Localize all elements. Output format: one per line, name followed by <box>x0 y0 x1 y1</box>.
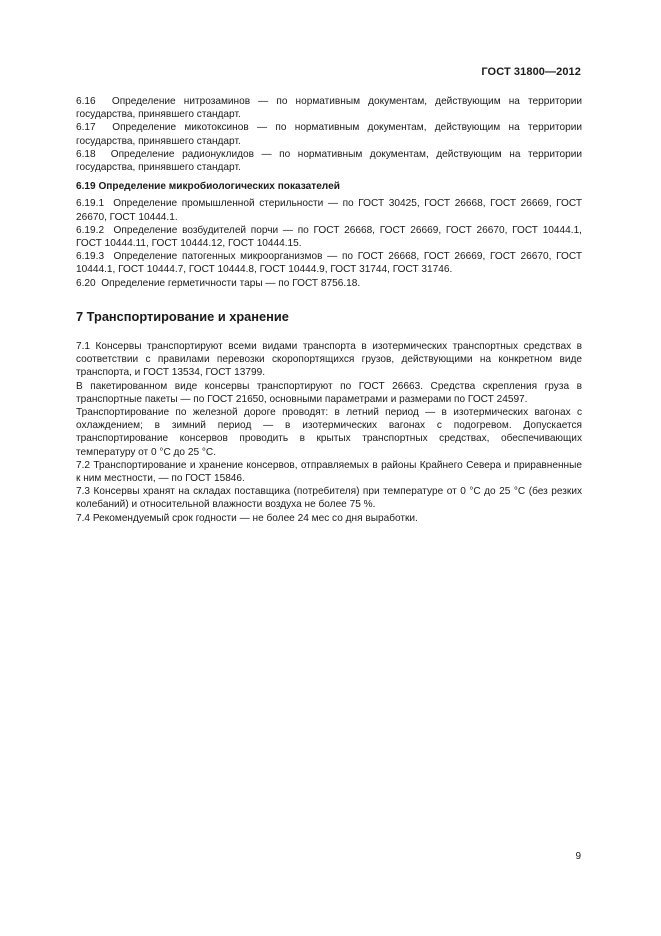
paragraph-6-20 <box>76 277 582 290</box>
paragraph-6-18 <box>76 148 582 174</box>
paragraph-6-16 <box>76 95 582 121</box>
paragraph-text: Определение промышленной стерильности — по ГОСТ 30425, ГОСТ 26668, ГОСТ 26669, ГОСТ 26670, ГОСТ 10444.1. <box>76 198 582 223</box>
paragraph-7-4: 7.4 Рекомендуемый срок годности — не более 24 мес со дня выработки. <box>76 512 418 524</box>
section-7-title: 7 Транспортирование и хранение <box>76 308 289 324</box>
paragraph-7-1-railway: Транспортирование по железной дороге проводят: в летний период — в изотермических вагонах с охлаждением; в зимний период — в изотермических вагонах с подогревом. Допускается транспортирование консервов проводить в крытых транспортных средствах, обеспечивающих температуру от 0 °С до 25 °С. <box>76 407 582 458</box>
subsection-heading-6-19: 6.19 Определение микробиологических показателей <box>76 181 340 193</box>
paragraph-number: 6.20 <box>76 277 96 289</box>
paragraph-group-top <box>76 95 582 174</box>
paragraph-number: 6.19.2 <box>76 224 105 236</box>
subsection-6-19-items <box>76 197 582 289</box>
paragraph-number: 6.18 <box>76 148 96 160</box>
paragraph-number: 6.19.1 <box>76 198 105 210</box>
paragraph-text: Определение микотоксинов — по нормативным документам, действующим на территории государства, принявшего стандарт. <box>76 122 583 147</box>
paragraph-text: Определение радионуклидов — по нормативным документам, действующим на территории государства, принявшего стандарт. <box>76 148 582 174</box>
paragraph-text: Определение нитрозаминов — по нормативным документам, действующим на территории государства, принявшего стандарт. <box>76 96 583 121</box>
paragraph-text: Определение возбудителей порчи — по ГОСТ 26668, ГОСТ 26669, ГОСТ 26670, ГОСТ 10444.1, ГОСТ 10444.11, ГОСТ 10444.12, ГОСТ 10444.15. <box>76 224 582 250</box>
paragraph-number: 6.19.3 <box>76 251 105 263</box>
paragraph-6-17 <box>76 121 582 147</box>
paragraph-7-1: 7.1 Консервы транспортируют всеми видами транспорта в изотермических транспортных средствах в соответствии с правилами перевозки скоропортящихся грузов, действующими на конкретном виде транспорта, и ГОСТ 13534, ГОСТ 13799. <box>76 341 582 379</box>
paragraph-number: 6.17 <box>76 122 96 134</box>
paragraph-7-3: 7.3 Консервы хранят на складах поставщика (потребителя) при температуре от 0 °С до 25 °С (без резких колебаний) и относительной влажности воздуха не более 75 %. <box>76 486 582 511</box>
paragraph-7-2: 7.2 Транспортирование и хранение консервов, отправляемых в районы Крайнего Севера и приравненные к ним местности, — по ГОСТ 15846. <box>76 459 582 485</box>
paragraph-6-19-1 <box>76 197 582 223</box>
page-number: 9 <box>575 851 581 862</box>
paragraph-number: 6.16 <box>76 96 96 107</box>
standard-designation: ГОСТ 31800—2012 <box>481 66 581 78</box>
paragraph-6-19-2 <box>76 224 582 250</box>
page-body <box>76 95 582 525</box>
section-7-body <box>76 340 582 525</box>
paragraph-text: Определение герметичности тары — по ГОСТ 8756.18. <box>101 277 361 289</box>
paragraph-text: Определение патогенных микроорганизмов — по ГОСТ 26668, ГОСТ 26669, ГОСТ 26670, ГОСТ 10444.1, ГОСТ 10444.7, ГОСТ 10444.8, ГОСТ 10444.9, ГОСТ 31744, ГОСТ 31746. <box>76 251 582 276</box>
paragraph-6-19-3 <box>76 250 582 276</box>
paragraph-7-1-packaged: В пакетированном виде консервы транспортируют по ГОСТ 26663. Средства скрепления груза в транспортные пакеты — по ГОСТ 21650, основными параметрами и размерами по ГОСТ 24597. <box>76 380 582 405</box>
